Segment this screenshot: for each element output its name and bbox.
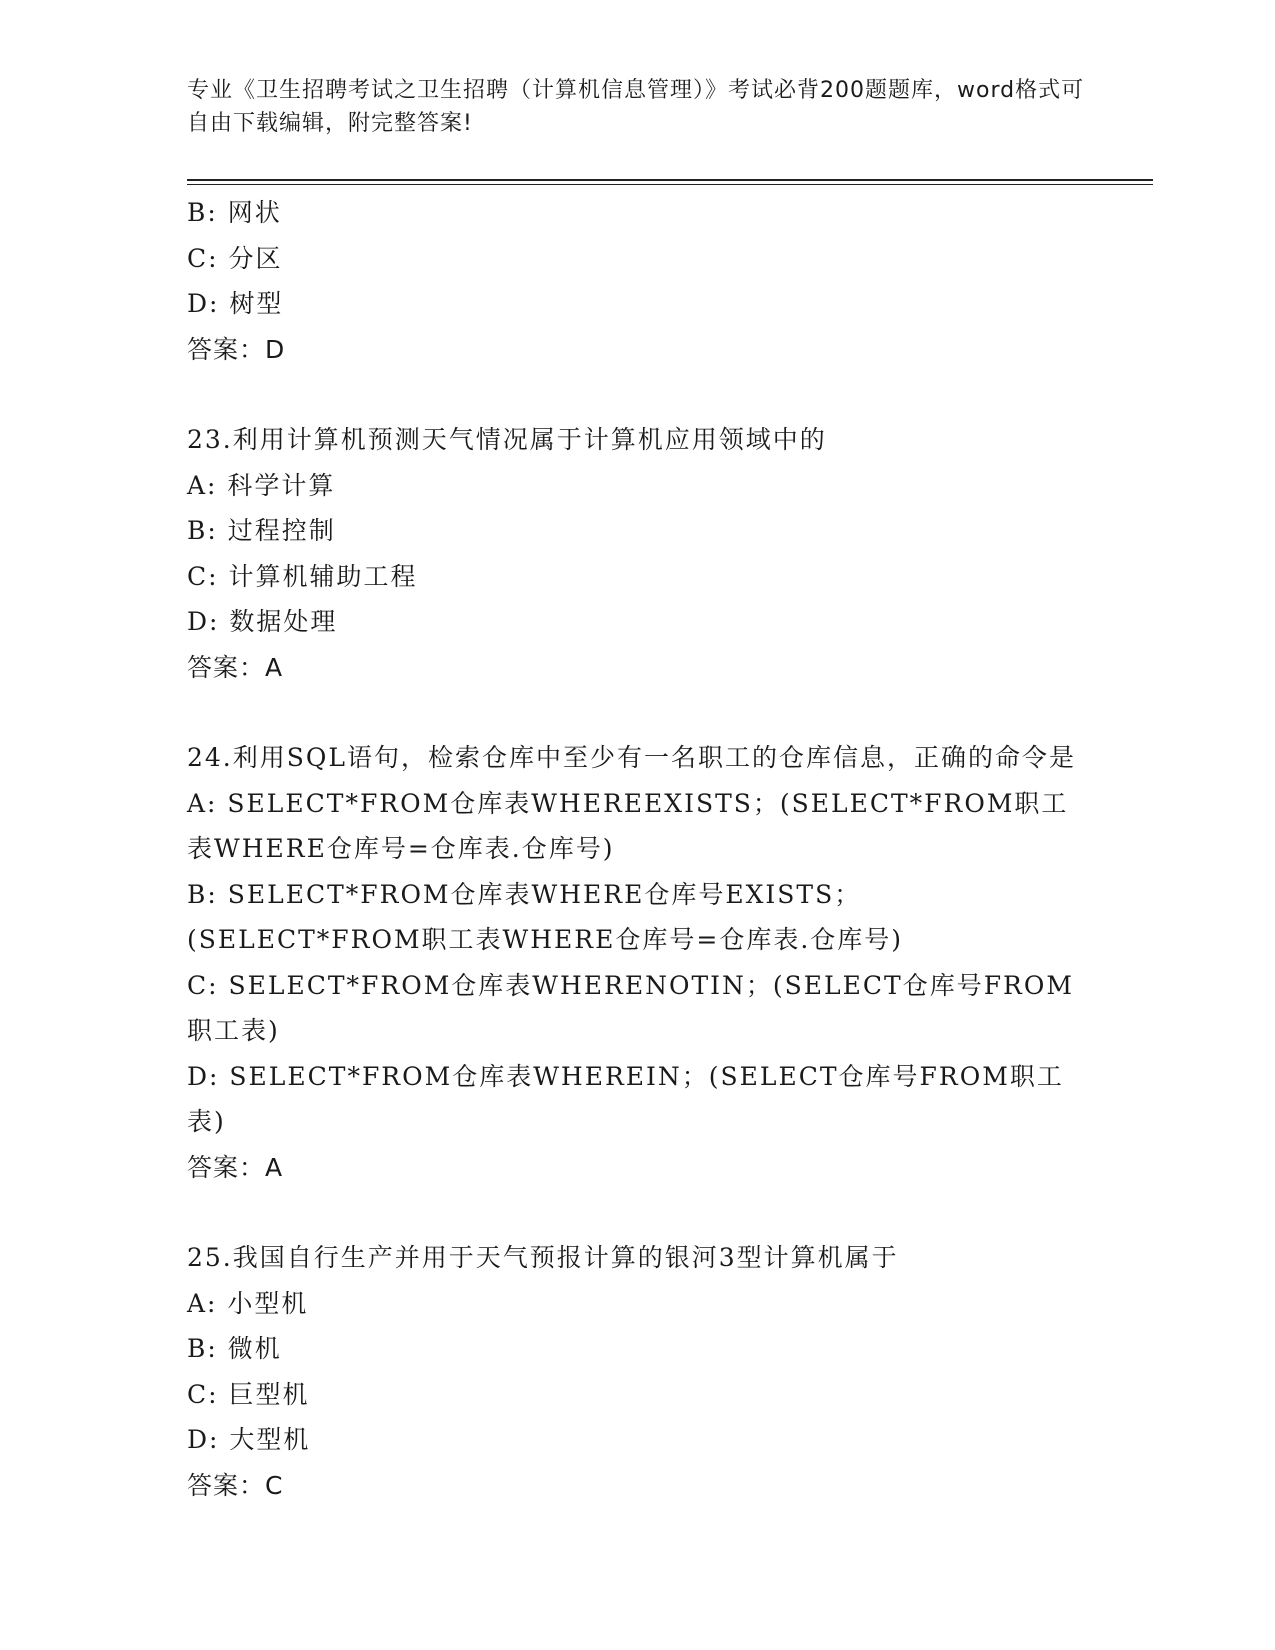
answer-line: 答案：C: [187, 1470, 284, 1500]
question-25: [187, 1235, 1087, 1508]
option-a: A: SELECT*FROM仓库表WHEREEXISTS；(SELECT*FROM职工表WHERE仓库号=仓库表.仓库号): [187, 788, 1069, 863]
question-stem: 23.利用计算机预测天气情况属于计算机应用领域中的: [187, 425, 827, 454]
option-b: B: 过程控制: [187, 516, 336, 545]
option-b: B: SELECT*FROM仓库表WHERE仓库号EXISTS；(SELECT*FROM职工表WHERE仓库号=仓库表.仓库号): [187, 879, 904, 954]
option-d: D: 树型: [187, 289, 284, 318]
option-a: A: 小型机: [187, 1288, 309, 1318]
answer-line: 答案：A: [187, 1152, 284, 1182]
option-d: D: 数据处理: [187, 607, 338, 636]
option-b: B: 网状: [187, 198, 282, 227]
answer-line: 答案：D: [187, 334, 286, 364]
answer-line: 答案：A: [187, 652, 284, 682]
question-stem: 25.我国自行生产并用于天气预报计算的银河3型计算机属于: [187, 1243, 899, 1272]
question-23: [187, 417, 1087, 690]
option-c: C: 巨型机: [187, 1379, 310, 1409]
option-c: C: SELECT*FROM仓库表WHERENOTIN；(SELECT仓库号FROM职工表): [187, 970, 1074, 1045]
header-rule-thin: [187, 184, 1153, 185]
question-24: [187, 735, 1087, 1190]
document-header: 专业《卫生招聘考试之卫生招聘（计算机信息管理）》考试必背200题题库，word格式可自由下载编辑，附完整答案!: [187, 78, 1085, 136]
option-a: A: 科学计算: [187, 470, 336, 500]
option-c: C: 计算机辅助工程: [187, 561, 418, 591]
question-content: [187, 190, 1087, 1508]
option-c: C: 分区: [187, 243, 283, 273]
header-rule-thick: [187, 179, 1153, 181]
question-stem: 24.利用SQL语句，检索仓库中至少有一名职工的仓库信息，正确的命令是: [187, 743, 1076, 772]
question-22-remainder: [187, 190, 1087, 372]
option-b: B: 微机: [187, 1334, 282, 1363]
option-d: D: 大型机: [187, 1425, 311, 1454]
option-d: D: SELECT*FROM仓库表WHEREIN；(SELECT仓库号FROM职工表): [187, 1061, 1064, 1136]
